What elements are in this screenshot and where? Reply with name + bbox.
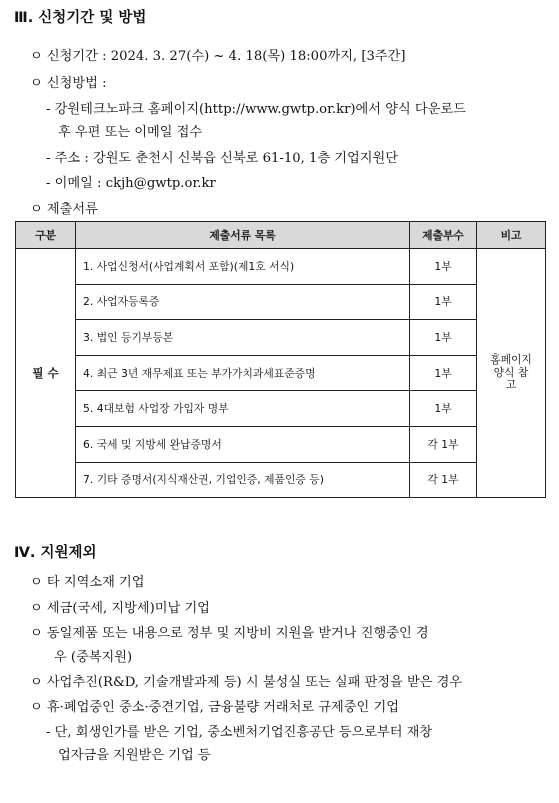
table-row [16,320,546,356]
table-row [16,284,546,320]
document-item: 4. 최근 3년 재무제표 또는 부가가치과세표준증명 [76,355,410,391]
document-item: 2. 사업자등록증 [76,284,410,320]
document-item: 7. 기타 증명서(지식재산권, 기업인증, 제품인증 등) [76,462,410,498]
email-line: - 이메일 : ckjh@gwtp.or.kr [46,176,216,191]
header-document-list: 제출서류 목록 [76,222,410,249]
section-4-title: Ⅳ. 지원제외 [14,545,97,561]
application-method-web-cont: 후 우편 또는 이메일 접수 [58,125,203,140]
exclusion-item: ㅇ 세금(국세, 지방세)미납 기업 [30,601,210,616]
exclusion-item: ㅇ 사업추진(R&D, 기술개발과제 등) 시 불성실 또는 실패 판정을 받은 경우 [30,675,463,690]
exclusion-sub-item: - 단, 회생인가를 받은 기업, 중소벤처기업진흥공단 등으로부터 재창 [46,725,433,740]
document-copies: 1부 [410,284,477,320]
exclusion-item-cont: 우 (중복지원) [54,650,133,665]
section-3-title: Ⅲ. 신청기간 및 방법 [14,10,147,26]
application-method-label: ㅇ 신청방법 : [30,76,107,91]
exclusion-item: ㅇ 휴·폐업중인 중소·중견기업, 금융불량 거래처로 규제중인 기업 [30,700,399,715]
header-category: 구분 [16,222,76,249]
document-item: 3. 법인 등기부등본 [76,320,410,356]
table-row [16,426,546,462]
table-row [16,355,546,391]
application-period: ㅇ 신청기간 : 2024. 3. 27(수) ~ 4. 18(목) 18:00까지, [3주간] [30,49,406,64]
exclusion-sub-item-cont: 업자금을 지원받은 기업 등 [58,748,211,763]
document-copies: 각 1부 [410,462,477,498]
table-header-row [16,222,546,249]
remarks-cell [477,249,546,498]
exclusion-item: ㅇ 동일제품 또는 내용으로 정부 및 지방비 지원을 받거나 진행중인 경 [30,626,429,641]
table-row [16,391,546,427]
document-item: 6. 국세 및 지방세 완납증명서 [76,426,410,462]
header-copies: 제출부수 [410,222,477,249]
header-remarks: 비고 [477,222,546,249]
exclusion-item: ㅇ 타 지역소재 기업 [30,575,145,590]
required-category-cell: 필 수 [16,249,76,498]
document-copies: 1부 [410,320,477,356]
document-item: 5. 4대보험 사업장 가입자 명부 [76,391,410,427]
application-method-web: - 강원테크노파크 홈페이지(http://www.gwtp.or.kr)에서 양식 다운로드 [46,102,466,117]
submission-docs-label: ㅇ 제출서류 [30,202,98,217]
document-copies: 1부 [410,249,477,285]
address-line: - 주소 : 강원도 춘천시 신북읍 신북로 61-10, 1층 기업지원단 [46,151,399,166]
document-item: 1. 사업신청서(사업계획서 포함)(제1호 서식) [76,249,410,285]
table-row [16,462,546,498]
document-copies: 1부 [410,355,477,391]
document-copies: 1부 [410,391,477,427]
table-row [16,249,546,285]
submission-documents-table [15,221,546,498]
document-copies: 각 1부 [410,426,477,462]
remarks-text: 홈페이지 양식 참고 [490,353,532,392]
